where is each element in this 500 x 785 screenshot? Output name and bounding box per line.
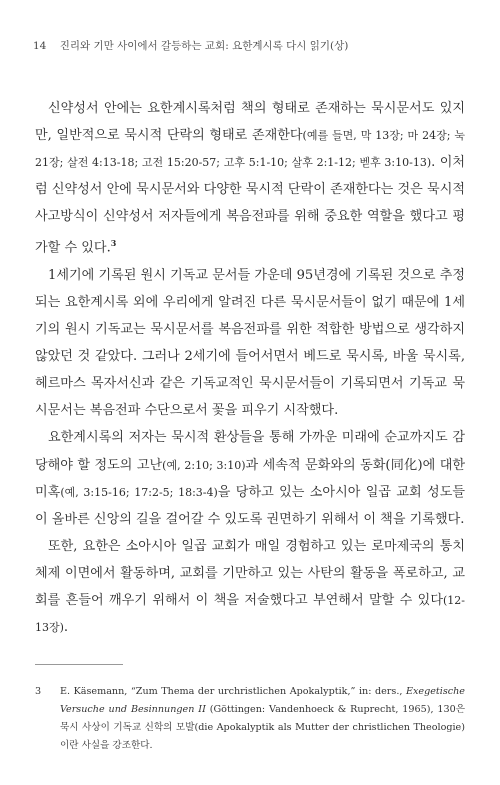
- footnote-book-title: Exegetische Versuche und Besinnungen II: [60, 686, 465, 715]
- scripture-references: (예, 3:15-16; 17:2-5; 18:3-4): [60, 485, 218, 499]
- paragraph-text: .: [63, 620, 69, 636]
- footnote-divider: [35, 664, 123, 665]
- page-number: 14: [33, 40, 47, 52]
- paragraph-1: [35, 95, 465, 262]
- scripture-references: (12-13장): [35, 594, 465, 635]
- paragraph-3: [35, 424, 465, 532]
- footnote-text-part: (Göttingen: Vandenhoeck & Ruprecht, 1965), 130은 묵시 사상이 기독교 신학의 모발: [60, 704, 465, 733]
- footnote-text-part: (: [194, 722, 199, 733]
- paragraph-text: 신약성서 안에는 요한계시록처럼 책의 형태로 존재하는 묵시문서도 있지만, 일반적으로 묵시적 단락의 형태로 존재한다: [35, 101, 465, 144]
- running-header: [33, 38, 348, 53]
- footnote-text: [60, 683, 465, 755]
- paragraph-4: [35, 533, 465, 641]
- footnote-german-phrase: die Apokalyptik als Mutter der christlichen Theologie: [198, 722, 462, 733]
- footnote-author: E. Käsemann,: [60, 686, 131, 697]
- footnote-text-part: in: ders.,: [355, 686, 406, 697]
- footnote-marker: 3: [110, 238, 117, 249]
- scripture-references: (예, 2:10; 3:10): [162, 458, 246, 472]
- paragraph-text: 또한, 요한은 소아시아 일곱 교회가 매일 경험하고 있는 로마제국의 통치 체제 이면에서 활동하며, 교회를 기만하고 있는 사탄의 활동을 폭로하고, 교회를 흔들어 깨우기 위해서 이 책을 저술했다고 부연해서 말할 수 있다: [35, 538, 465, 609]
- footnote-text-part: )이란 사실을 강조한다.: [60, 722, 465, 751]
- footnote-number: 3: [35, 686, 42, 697]
- paragraph-text: 을 당하고 있는 소아시아 일곱 교회 성도들이 올바른 신앙의 길을 걸어갈 수 있도록 권면하기 위해서 이 책을 기록했다.: [35, 484, 465, 527]
- paragraph-text: . 이처럼 신약성서 안에 묵시문서와 다양한 묵시적 단락이 존재한다는 것은 묵시적 사고방식이 신약성서 저자들에게 복음전파를 위해 중요한 역할을 했다고 평가할 수 있다.: [35, 155, 466, 256]
- body-text: [35, 95, 465, 641]
- scripture-references: (예를 들면, 막 13장; 마 24장; 눅 21장; 살전 4:13-18; 고전 15:20-57; 고후 5:1-10; 살후 2:1-12; 벧후 3:10-13): [35, 129, 466, 170]
- paragraph-text: 과 세속적 문화와의 동화(同化)에 대한 미혹: [35, 457, 465, 500]
- footnote: [35, 683, 465, 755]
- paragraph-text: 요한계시록의 저자는 묵시적 환상들을 통해 가까운 미래에 순교까지도 감당해야 할 정도의 고난: [35, 430, 465, 473]
- footnote-article-title: “Zum Thema der urchristlichen Apokalyptik,”: [130, 686, 356, 697]
- paragraph-2: 1세기에 기록된 원시 기독교 문서들 가운데 95년경에 기록된 것으로 추정되는 요한계시록 외에 우리에게 알려진 다른 묵시문서들이 없기 때문에 1세기의 원시 기독교는 묵시문서를 복음전파를 위한 적합한 방법으로 생각하지 않았던 것 같았다. 그러나 2세기에 들어서면서 베드로 묵시록, 바울 묵시록, 헤르마스 목자서신과 같은 기독교적인 묵시문서들이 기록되면서 기독교 묵시문서는 복음전파 수단으로서 꽃을 피우기 시작했다.: [35, 267, 465, 419]
- running-title: 진리와 기만 사이에서 갈등하는 교회: 요한계시록 다시 읽기(상): [59, 40, 349, 52]
